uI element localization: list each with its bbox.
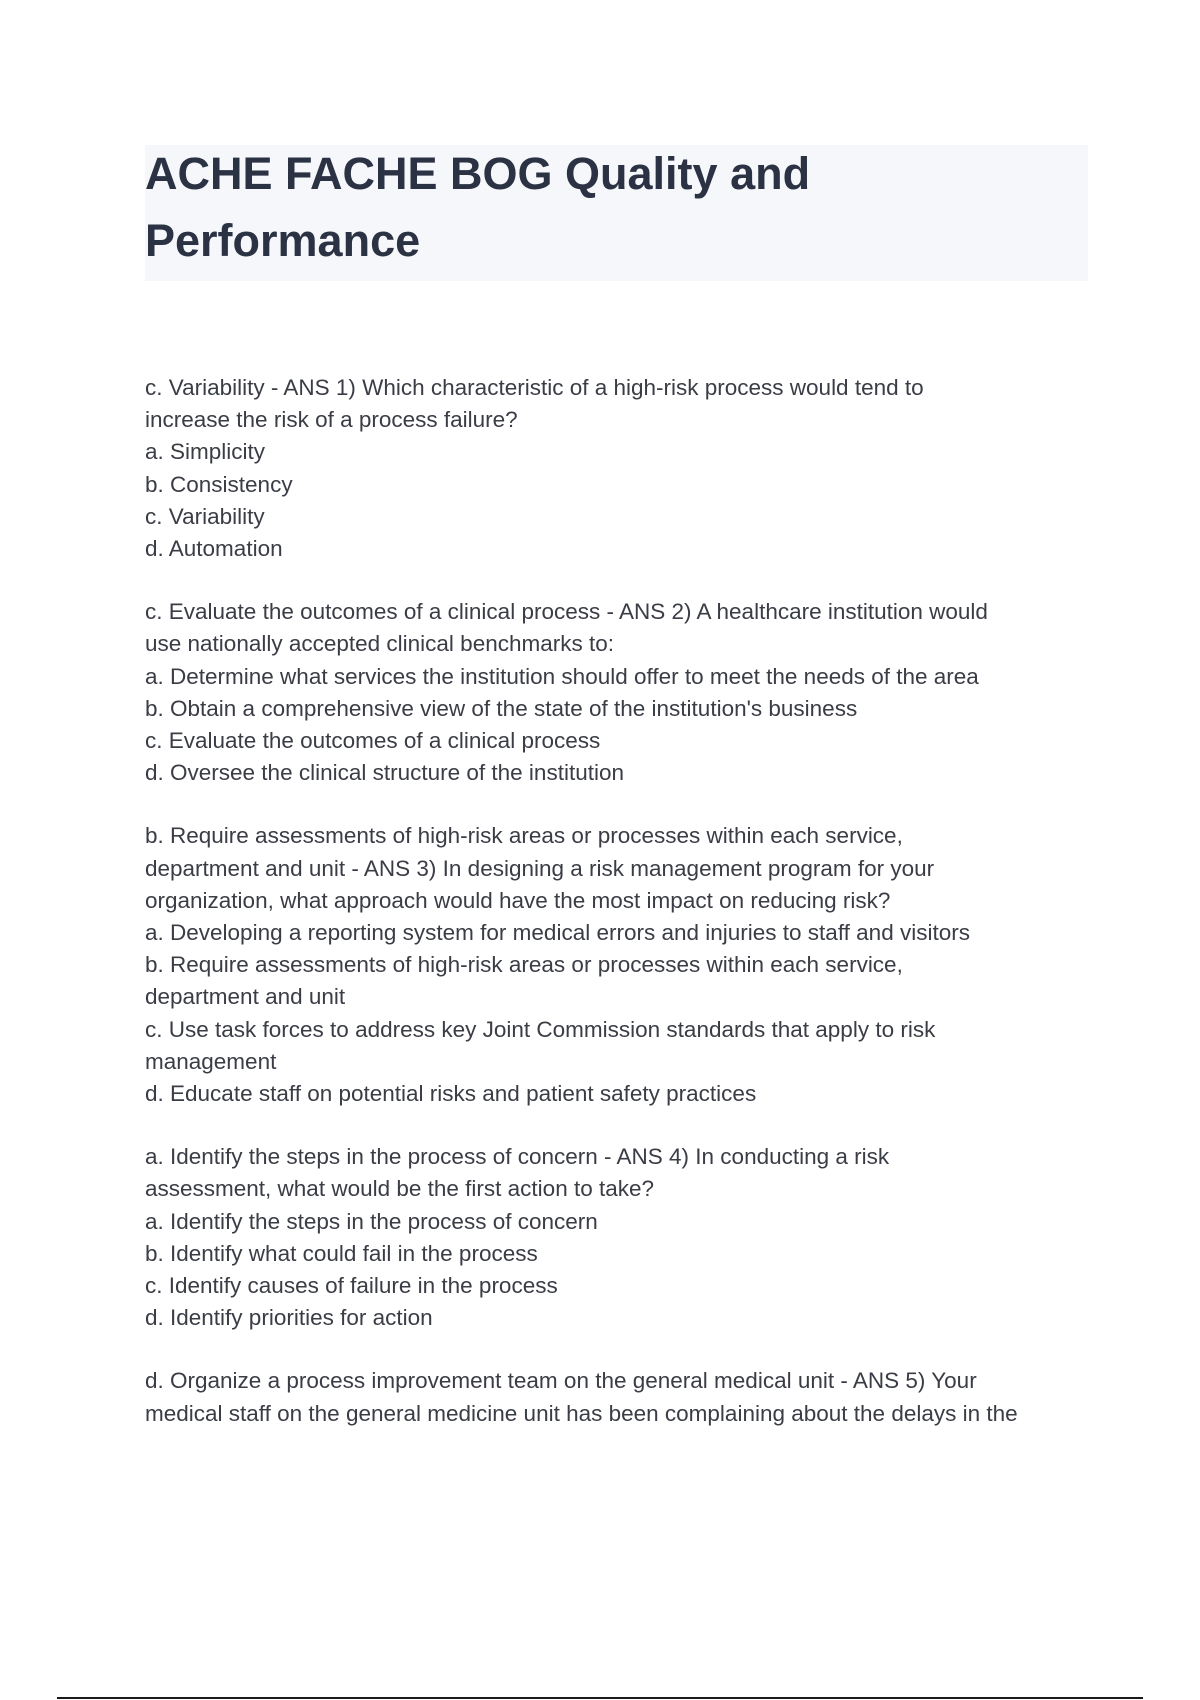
option-line: d. Oversee the clinical structure of the institution <box>145 760 624 786</box>
question-block-5 <box>145 1365 1095 1429</box>
question-line: use nationally accepted clinical benchmarks to: <box>145 631 615 657</box>
option-line: a. Identify the steps in the process of concern <box>145 1208 598 1234</box>
option-line: d. Educate staff on potential risks and patient safety practices <box>145 1081 757 1107</box>
option-line: management <box>145 1048 277 1074</box>
option-line: b. Identify what could fail in the process <box>145 1240 538 1266</box>
question-line: assessment, what would be the first action to take? <box>145 1176 655 1202</box>
question-block-4 <box>145 1141 1095 1334</box>
document-body <box>145 372 1095 1461</box>
option-line: c. Identify causes of failure in the process <box>145 1273 558 1299</box>
option-line: a. Simplicity <box>145 439 266 465</box>
answer-question-line: a. Identify the steps in the process of concern - ANS 4) In conducting a risk <box>145 1144 890 1170</box>
option-line: b. Consistency <box>145 471 293 497</box>
option-line: c. Variability <box>145 503 265 529</box>
option-line: a. Determine what services the institution should offer to meet the needs of the area <box>145 663 979 689</box>
option-line: b. Require assessments of high-risk areas or processes within each service, <box>145 952 903 978</box>
option-line: a. Developing a reporting system for medical errors and injuries to staff and visitors <box>145 920 970 946</box>
page-title-line: ACHE FACHE BOG Quality and <box>145 148 811 199</box>
answer-question-line: c. Variability - ANS 1) Which characteristic of a high-risk process would tend to <box>145 375 924 400</box>
question-block-1 <box>145 372 1095 565</box>
question-line: medical staff on the general medicine unit has been complaining about the delays in the <box>145 1400 1018 1426</box>
option-line: d. Identify priorities for action <box>145 1305 433 1331</box>
answer-question-line: department and unit - ANS 3) In designing a risk management program for your <box>145 855 935 881</box>
option-line: d. Automation <box>145 536 283 562</box>
answer-question-line: b. Require assessments of high-risk areas or processes within each service, <box>145 823 903 849</box>
question-line: increase the risk of a process failure? <box>145 407 518 433</box>
footer-divider <box>57 1697 1143 1699</box>
answer-question-line: c. Evaluate the outcomes of a clinical process - ANS 2) A healthcare institution would <box>145 599 988 625</box>
option-line: department and unit <box>145 984 346 1010</box>
page-title-line: Performance <box>145 215 421 266</box>
question-line: organization, what approach would have the most impact on reducing risk? <box>145 887 891 913</box>
question-block-2 <box>145 596 1095 789</box>
question-block-3 <box>145 820 1095 1110</box>
option-line: b. Obtain a comprehensive view of the state of the institution's business <box>145 695 858 721</box>
answer-question-line: d. Organize a process improvement team on the general medical unit - ANS 5) Your <box>145 1368 977 1394</box>
option-line: c. Evaluate the outcomes of a clinical process <box>145 728 601 754</box>
page-title <box>145 140 1085 274</box>
option-line: c. Use task forces to address key Joint Commission standards that apply to risk <box>145 1016 936 1042</box>
